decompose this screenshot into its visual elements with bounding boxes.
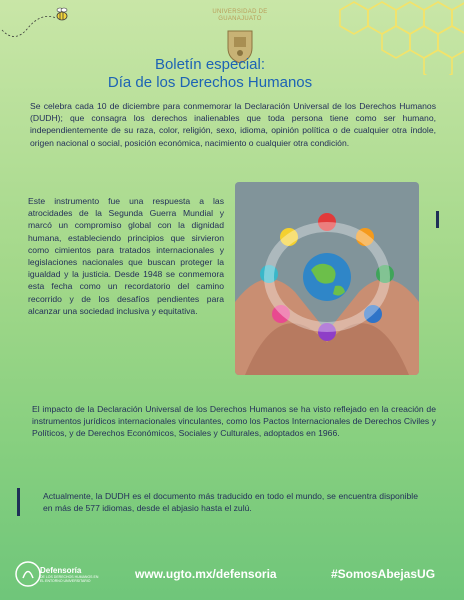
impact-paragraph: El impacto de la Declaración Universal de los Derechos Humanos se ha visto reflejado en la creación de instrumentos jurídicos internacionales vinculantes, como los Pactos Internacionales de Derechos Civiles y Políticos, y de Derechos Económicos, Sociales y Culturales, adoptados en 1966. xyxy=(32,404,436,439)
translation-paragraph: Actualmente, la DUDH es el documento más traducido en todo el mundo, se encuentra disponible en más de 577 idiomas, desde el abjasio hasta el zulú. xyxy=(43,491,418,514)
university-name: UNIVERSIDAD DE GUANAJUATO xyxy=(212,9,268,22)
globe-icon xyxy=(303,253,351,301)
footer-hashtag: #SomosAbejasUG xyxy=(331,567,436,581)
history-paragraph: Este instrumento fue una respuesta a las atrocidades de la Segunda Guerra Mundial y marcó un compromiso global con la dignidad humana, estableciendo principios que sirvieron como cimientos para tratados internacionales y legislaciones nacionales que buscan proteger la igualdad y la justicia. Desde 1948 se conmemora esta fecha como un recordatorio del camino recorrido y de los desafíos pendientes para alcanzar una sociedad inclusiva y equitativa. xyxy=(28,196,224,316)
accent-bar xyxy=(17,488,20,516)
bulletin-title: Boletín especial: xyxy=(154,56,266,73)
intro-paragraph: Se celebra cada 10 de diciembre para conmemorar la Declaración Universal de los Derechos Humanos (DUDH); que consagra los derechos inalienables que toda persona tiene como ser humano, independientemente de su raza, color, religión, sexo, idioma, opinión política o de cualquier otra índole, origen nacional o social, posición económica, nacimiento o cualquier otra condición. xyxy=(30,101,436,148)
defensoria-logo-subtitle: DE LOS DERECHOS HUMANOS EN EL ENTORNO UNIVERSITARIO xyxy=(40,575,99,583)
bee-icon xyxy=(57,8,67,20)
defensoria-logo-name: Defensoría xyxy=(40,566,82,575)
hands-globe-photo xyxy=(235,182,419,375)
footer-url-link[interactable]: www.ugto.mx/defensoria xyxy=(135,567,277,581)
accent-bar xyxy=(436,211,439,228)
bee-trail-decoration xyxy=(0,0,80,45)
bulletin-subtitle: Día de los Derechos Humanos xyxy=(107,74,313,91)
